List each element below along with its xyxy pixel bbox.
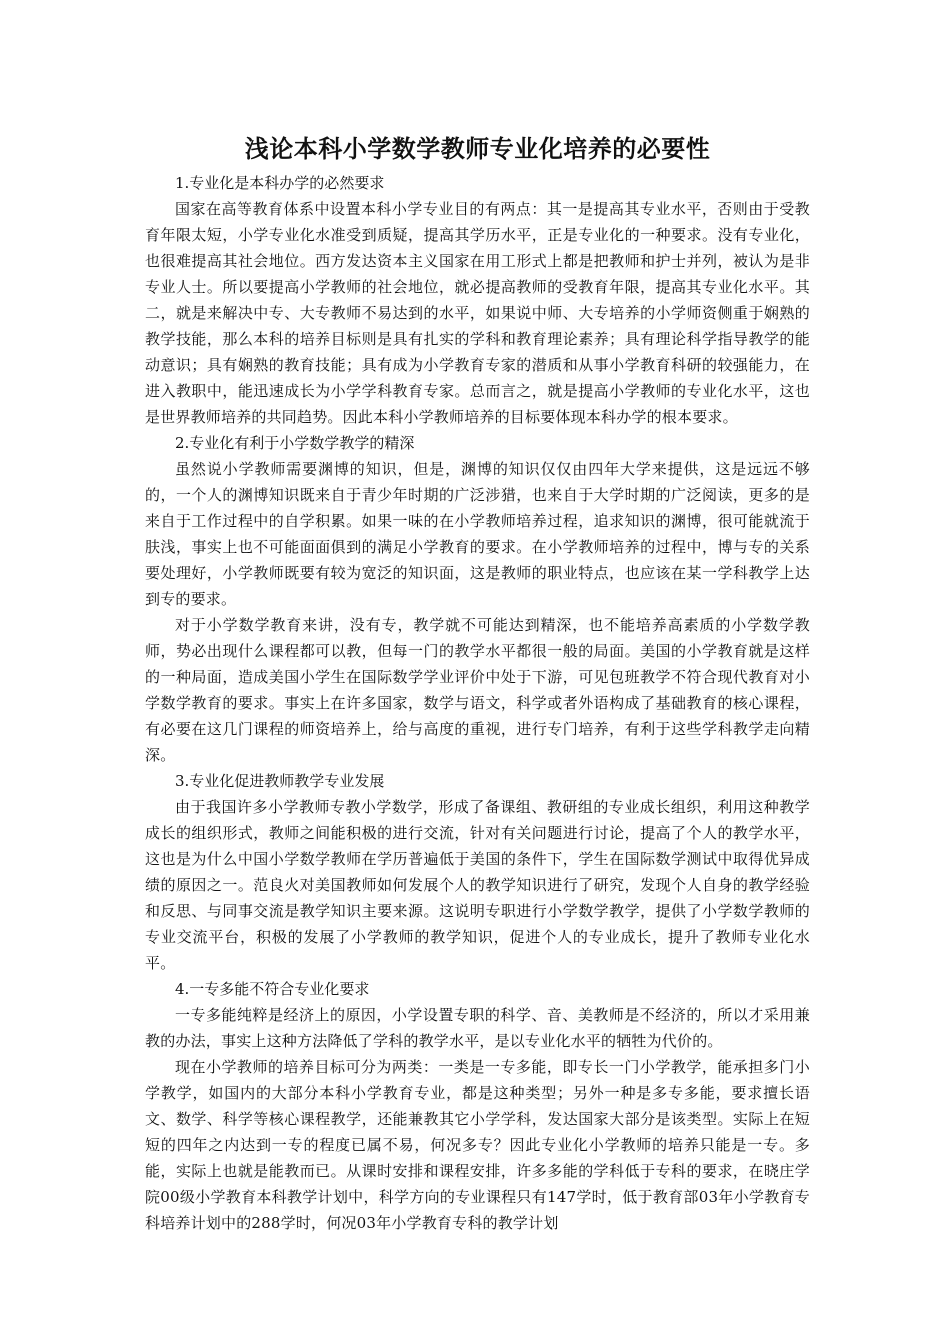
body-paragraph: 一专多能纯粹是经济上的原因，小学设置专职的科学、音、美教师是不经济的，所以才采用兼教的办法，事实上这种方法降低了学科的教学水平，是以专业化水平的牺牲为代价的。 <box>145 1006 810 1050</box>
section-heading-4: 4.一专多能不符合专业化要求 <box>175 980 370 998</box>
body-paragraph: 对于小学数学教育来讲，没有专，教学就不可能达到精深，也不能培养高素质的小学数学教师，势必出现什么课程都可以教，但每一门的教学水平都很一般的局面。美国的小学教育就是这样的一种局面，造成美国小学生在国际数学学业评价中处于下游，可见包班教学不符合现代教育对小学数学教育的要求。事实上在许多国家，数学与语文，科学或者外语构成了基础教育的核心课程，有必要在这几门课程的师资培养上，给与高度的重视，进行专门培养，有利于这些学科教学走向精深。 <box>145 616 810 764</box>
document-title: 浅论本科小学数学教师专业化培养的必要性 <box>244 135 711 163</box>
body-paragraph: 由于我国许多小学教师专教小学数学，形成了备课组、教研组的专业成长组织，利用这种教学成长的组织形式，教师之间能积极的进行交流，针对有关问题进行讨论，提高了个人的教学水平，这也是为什么中国小学数学教师在学历普遍低于美国的条件下，学生在国际数学测试中取得优异成绩的原因之一。范良火对美国教师如何发展个人的教学知识进行了研究，发现个人自身的教学经验和反思、与同事交流是教学知识主要来源。这说明专职进行小学数学教学，提供了小学数学教师的专业交流平台，积极的发展了小学教师的教学知识，促进个人的专业成长，提升了教师专业化水平。 <box>145 798 810 972</box>
body-paragraph: 现在小学教师的培养目标可分为两类：一类是一专多能，即专长一门小学教学，能承担多门小学教学，如国内的大部分本科小学教育专业，都是这种类型；另外一种是多专多能，要求擅长语文、数学、科学等核心课程教学，还能兼教其它小学学科，发达国家大部分是该类型。实际上在短短的四年之内达到一专的程度已属不易，何况多专？因此专业化小学教师的培养只能是一专。多能，实际上也就是能教而已。从课时安排和课程安排，许多多能的学科低于专科的要求，在晓庄学院00级小学教育本科教学计划中，科学方向的专业课程只有147学时，低于教育部03年小学教育专科培养计划中的288学时，何况03年小学教育专科的教学计划 <box>145 1058 810 1232</box>
body-paragraph: 虽然说小学教师需要渊博的知识，但是，渊博的知识仅仅由四年大学来提供，这是远远不够的，一个人的渊博知识既来自于青少年时期的广泛涉猎，也来自于大学时期的广泛阅读，更多的是来自于工作过程中的自学积累。如果一味的在小学教师培养过程，追求知识的渊博，很可能就流于肤浅，事实上也不可能面面俱到的满足小学教育的要求。在小学教师培养的过程中，博与专的关系要处理好，小学教师既要有较为宽泛的知识面，这是教师的职业特点，也应该在某一学科教学上达到专的要求。 <box>145 460 810 608</box>
section-heading-3: 3.专业化促进教师教学专业发展 <box>175 772 385 790</box>
section-heading-1: 1.专业化是本科办学的必然要求 <box>175 174 385 192</box>
document-page <box>145 132 810 1236</box>
section-heading-2: 2.专业化有利于小学数学教学的精深 <box>175 434 415 452</box>
body-paragraph: 国家在高等教育体系中设置本科小学专业目的有两点：其一是提高其专业水平，否则由于受教育年限太短，小学专业化水准受到质疑，提高其学历水平，正是专业化的一种要求。没有专业化，也很难提高其社会地位。西方发达资本主义国家在用工形式上都是把教师和护士并列，被认为是非专业人士。所以要提高小学教师的社会地位，就必提高教师的受教育年限，提高其专业化水平。其二，就是来解决中专、大专教师不易达到的水平，如果说中师、大专培养的小学师资侧重于娴熟的教学技能，那么本科的培养目标则是具有扎实的学科和教育理论素养；具有理论科学指导教学的能动意识；具有娴熟的教育技能；具有成为小学教育专家的潜质和从事小学教育科研的较强能力，在进入教职中，能迅速成长为小学学科教育专家。总而言之，就是提高小学教师的专业化水平，这也是世界教师培养的共同趋势。因此本科小学教师培养的目标要体现本科办学的根本要求。 <box>145 200 810 426</box>
